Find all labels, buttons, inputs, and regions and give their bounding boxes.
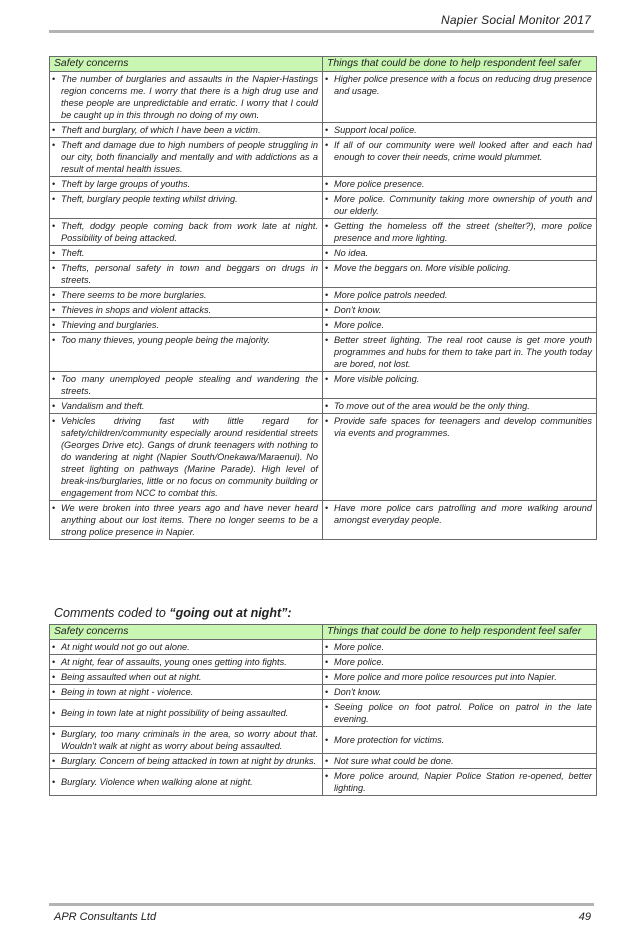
table-row: [50, 123, 597, 138]
remedy-cell: [323, 700, 597, 727]
remedy-cell: [323, 123, 597, 138]
table-header-row: [50, 57, 597, 72]
bullet-icon: •: [52, 777, 56, 787]
concern-cell: [50, 685, 323, 700]
bullet-icon: •: [52, 290, 56, 300]
table-row: [50, 754, 597, 769]
bullet-icon: •: [325, 179, 329, 189]
bullet-icon: •: [325, 290, 329, 300]
table-row: [50, 700, 597, 727]
concern-cell: [50, 123, 323, 138]
concern-text: Thieves in shops and violent attacks.: [61, 305, 212, 315]
remedy-text: Not sure what could be done.: [334, 756, 454, 766]
concern-cell: [50, 414, 323, 501]
concern-cell: [50, 246, 323, 261]
concern-text: Burglary, too many criminals in the area, so worry about that. Wouldn't walk at night as worry about being assaulted.: [61, 729, 318, 751]
concern-text: Vehicles driving fast with little regard for safety/children/community especially around residential streets (Georges Drive etc). Gangs of drunk teenagers with nothing to do wandering at night (Napier South/Onekawa/Maraenui). No street lighting on pathways (Marine Parade). High level of break-ins/burglaries, little or no focus on community building or engagement from NCC to combat this.: [61, 416, 318, 498]
concern-text: Thieving and burglaries.: [61, 320, 160, 330]
concern-cell: [50, 655, 323, 670]
bullet-icon: •: [52, 125, 56, 135]
bullet-icon: •: [52, 708, 56, 718]
concern-cell: [50, 72, 323, 123]
table-row: [50, 769, 597, 796]
bullet-icon: •: [325, 702, 329, 712]
section-heading-topic: “going out at night”: [169, 606, 288, 620]
remedy-cell: [323, 288, 597, 303]
remedy-cell: [323, 246, 597, 261]
bullet-icon: •: [325, 248, 329, 258]
concern-text: Being in town at night - violence.: [61, 687, 194, 697]
bullet-icon: •: [52, 401, 56, 411]
concern-text: Theft.: [61, 248, 85, 258]
table-row: [50, 640, 597, 655]
concern-text: Theft, burglary people texting whilst driving.: [61, 194, 238, 204]
remedy-cell: [323, 261, 597, 288]
concern-text: Burglary. Violence when walking alone at night.: [61, 777, 253, 787]
table-header-row: [50, 625, 597, 640]
remedy-cell: [323, 303, 597, 318]
table-row: [50, 685, 597, 700]
bullet-icon: •: [52, 503, 56, 513]
table-row: [50, 219, 597, 246]
concern-cell: [50, 372, 323, 399]
remedy-text: More visible policing.: [334, 374, 420, 384]
table-row: [50, 670, 597, 685]
concern-cell: [50, 769, 323, 796]
remedy-cell: [323, 192, 597, 219]
remedy-text: Better street lighting. The real root cause is get more youth programmes and hubs for them to take part in. The youth today are bored, not lost.: [334, 335, 592, 369]
running-header-title: Napier Social Monitor 2017: [441, 13, 591, 27]
bullet-icon: •: [52, 756, 56, 766]
concern-cell: [50, 727, 323, 754]
table-row: [50, 261, 597, 288]
bullet-icon: •: [52, 335, 56, 345]
bullet-icon: •: [52, 140, 56, 150]
bullet-icon: •: [325, 305, 329, 315]
remedy-text: More police. Community taking more ownership of youth and our elderly.: [334, 194, 592, 216]
bullet-icon: •: [52, 729, 56, 739]
footer-rule: [49, 903, 594, 906]
remedy-text: More police presence.: [334, 179, 425, 189]
remedy-text: Move the beggars on. More visible policing.: [334, 263, 511, 273]
footer-company: APR Consultants Ltd: [54, 911, 157, 923]
bullet-icon: •: [52, 248, 56, 258]
bullet-icon: •: [325, 263, 329, 273]
remedy-cell: [323, 655, 597, 670]
concern-cell: [50, 318, 323, 333]
table-row: [50, 318, 597, 333]
concern-text: Theft and damage due to high numbers of people struggling in our city, both financially and mentally and with addictions as a result of mental health issues.: [61, 140, 318, 174]
concern-text: We were broken into three years ago and have never heard anything about our lost items. There no longer seems to be a strong police presence in Napier.: [61, 503, 318, 537]
remedy-cell: [323, 727, 597, 754]
bullet-icon: •: [325, 771, 329, 781]
bullet-icon: •: [52, 672, 56, 682]
concern-text: At night, fear of assaults, young ones getting into fights.: [61, 657, 287, 667]
bullet-icon: •: [52, 194, 56, 204]
remedy-text: More police around, Napier Police Station re-opened, better lighting.: [334, 771, 592, 793]
remedy-text: More police.: [334, 642, 385, 652]
table-row: [50, 414, 597, 501]
column-header-concerns: Safety concerns: [50, 57, 323, 72]
remedy-cell: [323, 372, 597, 399]
bullet-icon: •: [52, 642, 56, 652]
remedy-cell: [323, 177, 597, 192]
section-heading: [54, 606, 292, 620]
concern-cell: [50, 192, 323, 219]
remedy-text: To move out of the area would be the only thing.: [334, 401, 530, 411]
remedy-text: Have more police cars patrolling and more walking around amongst everyday people.: [334, 503, 592, 525]
table-row: [50, 501, 597, 540]
column-header-concerns: Safety concerns: [50, 625, 323, 640]
remedy-cell: [323, 670, 597, 685]
table-row: [50, 303, 597, 318]
concern-text: Too many thieves, young people being the majority.: [61, 335, 270, 345]
bullet-icon: •: [325, 374, 329, 384]
remedy-text: Seeing police on foot patrol. Police on patrol in the late evening.: [334, 702, 592, 724]
bullet-icon: •: [325, 125, 329, 135]
bullet-icon: •: [52, 305, 56, 315]
remedy-cell: [323, 72, 597, 123]
remedy-text: More police patrols needed.: [334, 290, 448, 300]
bullet-icon: •: [325, 503, 329, 513]
table-row: [50, 72, 597, 123]
bullet-icon: •: [52, 657, 56, 667]
remedy-cell: [323, 219, 597, 246]
bullet-icon: •: [52, 221, 56, 231]
bullet-icon: •: [52, 320, 56, 330]
bullet-icon: •: [325, 687, 329, 697]
concern-text: Being in town late at night possibility of being assaulted.: [61, 708, 289, 718]
safety-concerns-table: [49, 56, 597, 540]
remedy-text: Support local police.: [334, 125, 417, 135]
table-row: [50, 655, 597, 670]
table-row: [50, 246, 597, 261]
bullet-icon: •: [325, 320, 329, 330]
bullet-icon: •: [325, 401, 329, 411]
concern-text: Burglary. Concern of being attacked in town at night by drunks.: [61, 756, 317, 766]
concern-text: At night would not go out alone.: [61, 642, 190, 652]
bullet-icon: •: [52, 74, 56, 84]
concern-text: Thefts, personal safety in town and beggars on drugs in streets.: [61, 263, 318, 285]
remedy-text: Higher police presence with a focus on reducing drug presence and usage.: [334, 74, 592, 96]
concern-cell: [50, 700, 323, 727]
bullet-icon: •: [325, 416, 329, 426]
bullet-icon: •: [325, 335, 329, 345]
concern-cell: [50, 670, 323, 685]
concern-cell: [50, 754, 323, 769]
remedy-text: Don't know.: [334, 305, 382, 315]
concern-text: There seems to be more burglaries.: [61, 290, 207, 300]
bullet-icon: •: [325, 74, 329, 84]
concern-cell: [50, 333, 323, 372]
concern-text: The number of burglaries and assaults in the Napier-Hastings region concerns me. I worry that there is a high drug use and these people are unpredictable and erratic. I worry that I could be caught up in this through no doing of my own.: [61, 74, 318, 120]
header-rule: [49, 30, 594, 33]
concern-cell: [50, 261, 323, 288]
table-row: [50, 333, 597, 372]
concern-cell: [50, 640, 323, 655]
remedy-cell: [323, 769, 597, 796]
bullet-icon: •: [325, 221, 329, 231]
bullet-icon: •: [325, 756, 329, 766]
section-heading-prefix: Comments coded to: [54, 606, 170, 620]
concern-text: Vandalism and theft.: [61, 401, 145, 411]
remedy-text: If all of our community were well looked after and each had enough to cover their needs, crime would plummet.: [334, 140, 592, 162]
concern-text: Theft and burglary, of which I have been a victim.: [61, 125, 261, 135]
concern-cell: [50, 288, 323, 303]
remedy-cell: [323, 685, 597, 700]
table-row: [50, 192, 597, 219]
page-number: 49: [578, 911, 591, 923]
remedy-cell: [323, 501, 597, 540]
table-row: [50, 288, 597, 303]
remedy-text: More police.: [334, 320, 385, 330]
remedy-text: Provide safe spaces for teenagers and develop communities via events and programmes.: [334, 416, 592, 438]
remedy-cell: [323, 399, 597, 414]
remedy-cell: [323, 414, 597, 501]
concern-cell: [50, 303, 323, 318]
column-header-remedies: Things that could be done to help respondent feel safer: [323, 625, 597, 640]
bullet-icon: •: [325, 657, 329, 667]
concern-text: Theft by large groups of youths.: [61, 179, 191, 189]
remedy-text: No idea.: [334, 248, 369, 258]
table-row: [50, 727, 597, 754]
column-header-remedies: Things that could be done to help respondent feel safer: [323, 57, 597, 72]
remedy-text: Don't know.: [334, 687, 382, 697]
concern-cell: [50, 219, 323, 246]
bullet-icon: •: [52, 263, 56, 273]
remedy-cell: [323, 640, 597, 655]
bullet-icon: •: [52, 416, 56, 426]
table-row: [50, 399, 597, 414]
remedy-cell: [323, 318, 597, 333]
remedy-cell: [323, 754, 597, 769]
table-row: [50, 372, 597, 399]
remedy-cell: [323, 333, 597, 372]
bullet-icon: •: [325, 735, 329, 745]
concern-cell: [50, 399, 323, 414]
bullet-icon: •: [325, 194, 329, 204]
section-heading-colon: :: [287, 606, 292, 620]
remedy-text: More protection for victims.: [334, 735, 445, 745]
concern-text: Being assaulted when out at night.: [61, 672, 202, 682]
bullet-icon: •: [52, 179, 56, 189]
concern-text: Too many unemployed people stealing and wandering the streets.: [61, 374, 318, 396]
table-row: [50, 177, 597, 192]
table-row: [50, 138, 597, 177]
concern-cell: [50, 177, 323, 192]
concern-text: Theft, dodgy people coming back from work late at night. Possibility of being attacked.: [61, 221, 318, 243]
remedy-text: Getting the homeless off the street (shelter?), more police presence and more lighting.: [334, 221, 592, 243]
remedy-cell: [323, 138, 597, 177]
remedy-text: More police.: [334, 657, 385, 667]
bullet-icon: •: [325, 672, 329, 682]
bullet-icon: •: [52, 687, 56, 697]
bullet-icon: •: [52, 374, 56, 384]
remedy-text: More police and more police resources put into Napier.: [334, 672, 557, 682]
concern-cell: [50, 138, 323, 177]
concern-cell: [50, 501, 323, 540]
going-out-at-night-table: [49, 624, 597, 796]
bullet-icon: •: [325, 140, 329, 150]
bullet-icon: •: [325, 642, 329, 652]
